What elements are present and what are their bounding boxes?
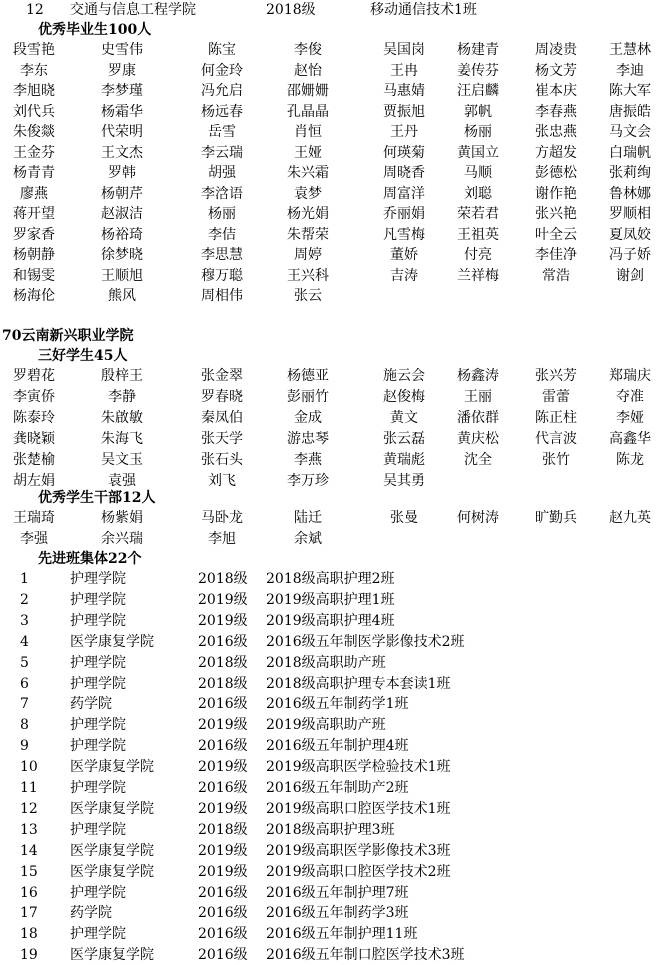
person-name: 朱帮荣 [287, 226, 329, 243]
class-school: 医学康复学院 [70, 759, 154, 776]
class-school: 护理学院 [70, 591, 126, 608]
name-row [0, 81, 657, 101]
class-school: 护理学院 [70, 926, 126, 943]
class-row [0, 924, 657, 944]
person-name: 余斌 [294, 530, 322, 547]
person-name: 吴文玉 [101, 452, 143, 468]
class-no: 14 [20, 842, 38, 859]
person-name: 朱海飞 [101, 431, 143, 447]
person-name: 冯子娇 [609, 247, 651, 263]
class-year: 2016级 [198, 884, 248, 901]
person-name: 周婷 [294, 247, 322, 263]
name-row [0, 122, 657, 142]
person-name: 李燕 [294, 452, 322, 468]
class-year: 2018级 [266, 2, 316, 18]
person-name: 张云 [294, 288, 322, 304]
person-name: 余兴瑞 [101, 530, 143, 547]
class-name: 移动通信技术1班 [370, 2, 477, 18]
person-name: 邵姗姗 [287, 83, 329, 99]
person-name: 赵怡 [294, 62, 322, 79]
class-no: 17 [20, 905, 38, 922]
school-heading [0, 326, 657, 346]
person-name: 周晓香 [383, 165, 425, 181]
class-no: 3 [20, 612, 29, 629]
person-name: 李梦瑾 [101, 83, 143, 99]
class-year: 2019级 [198, 800, 248, 817]
person-name: 刘聪 [464, 185, 492, 202]
person-name: 胡左娟 [13, 473, 55, 489]
person-name: 兰祥梅 [457, 267, 499, 284]
person-name: 张云磊 [383, 431, 425, 447]
class-row [0, 862, 657, 882]
class-row [0, 883, 657, 903]
class-section-header [0, 549, 657, 569]
person-name: 李云瑞 [201, 144, 243, 161]
name-row [0, 40, 657, 60]
person-name: 陈龙 [616, 452, 644, 468]
person-name: 龚晓颖 [13, 431, 55, 447]
class-school: 医学康复学院 [70, 842, 154, 859]
person-name: 殷梓王 [101, 368, 143, 384]
class-row [0, 569, 657, 589]
person-name: 罗韩 [108, 165, 136, 181]
person-name: 王冉 [390, 62, 418, 79]
class-school: 药学院 [70, 905, 112, 922]
person-name: 白瑞帆 [609, 144, 651, 161]
person-name: 王顺旭 [101, 267, 143, 284]
person-name: 李佶 [208, 226, 236, 243]
person-name: 陈宝 [208, 42, 236, 58]
person-name: 张竹 [542, 452, 570, 468]
class-name: 2018级高职护理专本套读1班 [266, 675, 451, 692]
person-name: 高鑫华 [609, 431, 651, 447]
school-title: 70云南新兴职业学院 [2, 328, 134, 344]
name-row [0, 61, 657, 81]
class-row [0, 590, 657, 610]
person-name: 何瑛菊 [383, 144, 425, 161]
person-name: 杨光娟 [287, 206, 329, 222]
class-name: 2019级高职口腔医学技术1班 [266, 800, 451, 817]
grad-header: 优秀毕业生100人 [38, 22, 152, 38]
person-name: 李静 [108, 389, 136, 405]
class-row [0, 694, 657, 714]
name-row [0, 204, 657, 224]
class-school: 医学康复学院 [70, 633, 154, 650]
person-name: 朱俊燚 [13, 124, 55, 140]
person-name: 熊风 [108, 288, 136, 304]
person-name: 黄文 [390, 410, 418, 426]
person-name: 孔晶晶 [287, 103, 329, 120]
person-name: 李东 [20, 62, 48, 79]
name-row [0, 143, 657, 163]
class-school: 药学院 [70, 696, 112, 713]
class-name: 2016级五年制助产2班 [266, 780, 409, 796]
class-school: 护理学院 [70, 571, 126, 587]
person-name: 施云会 [383, 368, 425, 384]
class-name: 2019级高职医学检验技术1班 [266, 759, 451, 776]
person-name: 李浛语 [201, 185, 243, 202]
name-row [0, 450, 657, 470]
name-row [0, 266, 657, 286]
person-name: 秦凤伯 [201, 410, 243, 426]
class-no: 11 [20, 780, 38, 796]
person-name: 董娇 [390, 247, 418, 263]
person-name: 袁强 [108, 473, 136, 489]
person-name: 岳雪 [208, 124, 236, 140]
person-name: 朱兴霜 [287, 165, 329, 181]
class-school: 医学康复学院 [70, 800, 154, 817]
class-year: 2016级 [198, 905, 248, 922]
class-row [0, 632, 657, 652]
name-row [0, 508, 657, 528]
person-name: 罗顺相 [609, 206, 651, 222]
class-no: 7 [20, 696, 29, 713]
person-name: 李春燕 [535, 103, 577, 120]
person-name: 彭德松 [535, 165, 577, 181]
person-name: 王祖英 [457, 226, 499, 243]
class-name: 2019级高职护理1班 [266, 591, 395, 608]
class-no: 8 [20, 717, 29, 734]
class-school: 医学康复学院 [70, 863, 154, 880]
person-name: 沈全 [464, 452, 492, 468]
class-school: 护理学院 [70, 738, 126, 755]
name-row [0, 408, 657, 428]
class-row [0, 736, 657, 756]
name-row [0, 163, 657, 183]
name-row [0, 286, 657, 306]
class-no: 18 [20, 926, 38, 943]
class-year: 2019级 [198, 612, 248, 629]
name-row [0, 184, 657, 204]
person-name: 游忠琴 [287, 431, 329, 447]
person-name: 常浩 [542, 267, 570, 284]
person-name: 张金翠 [201, 368, 243, 384]
person-name: 穆万聪 [201, 267, 243, 284]
class-row [0, 715, 657, 735]
class-year: 2019级 [198, 717, 248, 734]
cadre-section-header [0, 488, 657, 508]
person-name: 叶全云 [535, 226, 577, 243]
person-name: 张莉绚 [609, 165, 651, 181]
person-name: 乔丽娟 [383, 206, 425, 222]
name-row [0, 366, 657, 386]
person-name: 廖燕 [20, 185, 48, 202]
name-row [0, 225, 657, 245]
person-name: 杨裕琦 [101, 226, 143, 243]
class-no: 13 [20, 821, 38, 838]
person-name: 王金芬 [13, 144, 55, 161]
person-name: 杨远春 [201, 103, 243, 120]
class-row [0, 0, 657, 20]
class-year: 2019级 [198, 842, 248, 859]
class-row [0, 778, 657, 798]
person-name: 杨鑫涛 [457, 368, 499, 384]
person-name: 杨海伦 [13, 288, 55, 304]
name-row [0, 529, 657, 549]
person-name: 朱啟敏 [101, 410, 143, 426]
class-year: 2016级 [198, 926, 248, 943]
class-no: 10 [20, 759, 38, 776]
person-name: 雷蕾 [542, 389, 570, 405]
person-name: 马顺 [464, 165, 492, 181]
person-name: 王瑞琦 [13, 510, 55, 526]
person-name: 姜传芬 [457, 62, 499, 79]
person-name: 唐振皓 [609, 103, 651, 120]
person-name: 金成 [294, 410, 322, 426]
person-name: 代言波 [535, 431, 577, 447]
class-year: 2018级 [198, 571, 248, 587]
class-name: 2016级五年制药学1班 [266, 696, 409, 713]
person-name: 代荣明 [101, 124, 143, 140]
person-name: 彭丽竹 [287, 389, 329, 405]
person-name: 杨青青 [13, 165, 55, 181]
person-name: 黄国立 [457, 144, 499, 161]
class-name: 2018级高职护理3班 [266, 821, 395, 838]
person-name: 徐梦晓 [101, 247, 143, 263]
person-name: 陈正柱 [535, 410, 577, 426]
person-name: 旷勤兵 [535, 510, 577, 526]
class-row [0, 653, 657, 673]
person-name: 马惠婧 [383, 83, 425, 99]
class-row [0, 820, 657, 840]
person-name: 李俊 [294, 42, 322, 58]
class-school: 护理学院 [70, 675, 126, 692]
class-header: 先进班集体22个 [38, 551, 142, 567]
person-name: 张楚榆 [13, 452, 55, 468]
person-name: 夏凤姣 [609, 226, 651, 243]
class-school: 医学康复学院 [70, 947, 154, 964]
class-school: 护理学院 [70, 780, 126, 796]
person-name: 谢剑 [616, 267, 644, 284]
sanhao-header: 三好学生45人 [38, 348, 128, 364]
person-name: 段雪艳 [13, 42, 55, 58]
class-name: 2019级高职口腔医学技术2班 [266, 863, 451, 880]
person-name: 赵俊梅 [383, 389, 425, 405]
class-school: 护理学院 [70, 612, 126, 629]
class-row [0, 757, 657, 777]
person-name: 罗康 [108, 62, 136, 79]
person-name: 李万珍 [287, 473, 329, 489]
class-school: 护理学院 [70, 884, 126, 901]
person-name: 王丹 [390, 124, 418, 140]
class-row [0, 674, 657, 694]
person-name: 吴国岗 [383, 42, 425, 58]
class-year: 2016级 [198, 947, 248, 964]
person-name: 张曼 [390, 510, 418, 526]
class-no: 15 [20, 863, 38, 880]
person-name: 罗碧花 [13, 368, 55, 384]
class-no: 1 [20, 571, 29, 587]
class-no: 12 [20, 800, 38, 817]
class-name: 2019级高职护理4班 [266, 612, 395, 629]
person-name: 李迪 [616, 62, 644, 79]
class-row [0, 611, 657, 631]
person-name: 王娅 [294, 144, 322, 161]
person-name: 袁梦 [294, 185, 322, 202]
class-year: 2018级 [198, 675, 248, 692]
person-name: 杨德亚 [287, 368, 329, 384]
class-no: 9 [20, 738, 29, 755]
name-row [0, 429, 657, 449]
class-name: 2018级高职助产班 [266, 654, 386, 671]
person-name: 杨朝芹 [101, 185, 143, 202]
name-row [0, 387, 657, 407]
person-name: 杨霜华 [101, 103, 143, 120]
person-name: 吴其勇 [383, 473, 425, 489]
person-name: 王丽 [464, 389, 492, 405]
person-name: 周富洋 [383, 185, 425, 202]
class-name: 2016级五年制护理7班 [266, 884, 409, 901]
class-name: 2018级高职护理2班 [266, 571, 395, 587]
person-name: 李旭 [208, 530, 236, 547]
person-name: 郑瑞庆 [609, 368, 651, 384]
person-name: 夺准 [616, 389, 644, 405]
person-name: 张兴艳 [535, 206, 577, 222]
person-name: 王慧林 [609, 42, 651, 58]
person-name: 黄瑞彪 [383, 452, 425, 468]
person-name: 马卧龙 [201, 510, 243, 526]
person-name: 贾振旭 [383, 103, 425, 120]
person-name: 李娅 [616, 410, 644, 426]
person-name: 凡雪梅 [383, 226, 425, 243]
class-row [0, 841, 657, 861]
person-name: 崔本庆 [535, 83, 577, 99]
person-name: 谢作艳 [535, 185, 577, 202]
person-name: 刘代兵 [13, 103, 55, 120]
class-no: 4 [20, 633, 29, 650]
person-name: 王文杰 [101, 144, 143, 161]
class-year: 2016级 [198, 633, 248, 650]
person-name: 赵淑洁 [101, 206, 143, 222]
name-row [0, 245, 657, 265]
person-name: 黄庆松 [457, 431, 499, 447]
person-name: 张天学 [201, 431, 243, 447]
class-no: 5 [20, 654, 29, 671]
cadre-header: 优秀学生干部12人 [38, 490, 156, 506]
class-school: 护理学院 [70, 654, 126, 671]
class-name: 2016级五年制护理4班 [266, 738, 409, 755]
person-name: 杨丽 [464, 124, 492, 140]
person-name: 张兴芳 [535, 368, 577, 384]
person-name: 李佳净 [535, 247, 577, 263]
class-year: 2019级 [198, 863, 248, 880]
person-name: 方超发 [535, 144, 577, 161]
person-name: 吉涛 [390, 267, 418, 284]
person-name: 陈泰玲 [13, 410, 55, 426]
class-row [0, 945, 657, 965]
class-no: 16 [20, 884, 38, 901]
person-name: 周凌贵 [535, 42, 577, 58]
person-name: 荣若君 [457, 206, 499, 222]
class-school: 交通与信息工程学院 [70, 2, 196, 18]
person-name: 汪启麟 [457, 83, 499, 99]
class-school: 护理学院 [70, 821, 126, 838]
class-name: 2016级五年制医学影像技术2班 [266, 633, 465, 650]
person-name: 李强 [20, 530, 48, 547]
grad-section-header [0, 20, 657, 40]
class-year: 2016级 [198, 696, 248, 713]
person-name: 郭帆 [464, 103, 492, 120]
person-name: 鲁林娜 [609, 185, 651, 202]
person-name: 杨朝静 [13, 247, 55, 263]
person-name: 何金玲 [201, 62, 243, 79]
person-name: 赵九英 [609, 510, 651, 526]
class-no: 2 [20, 591, 29, 608]
person-name: 周相伟 [201, 288, 243, 304]
class-no: 12 [26, 2, 44, 18]
person-name: 杨丽 [208, 206, 236, 222]
person-name: 李寅侨 [13, 389, 55, 405]
class-year: 2018级 [198, 821, 248, 838]
person-name: 陆迁 [294, 510, 322, 526]
person-name: 张忠燕 [535, 124, 577, 140]
person-name: 王兴科 [287, 267, 329, 284]
person-name: 胡强 [208, 165, 236, 181]
class-name: 2016级五年制护理11班 [266, 926, 418, 943]
person-name: 杨文芳 [535, 62, 577, 79]
class-year: 2018级 [198, 654, 248, 671]
person-name: 杨建青 [457, 42, 499, 58]
person-name: 肖恒 [294, 124, 322, 140]
class-row [0, 903, 657, 923]
class-name: 2019级高职助产班 [266, 717, 386, 734]
person-name: 李思慧 [201, 247, 243, 263]
person-name: 和锡雯 [13, 267, 55, 284]
sanhao-section-header [0, 346, 657, 366]
person-name: 史雪伟 [101, 42, 143, 58]
class-year: 2019级 [198, 591, 248, 608]
class-name: 2019级高职医学影像技术3班 [266, 842, 451, 859]
class-name: 2016级五年制口腔医学技术3班 [266, 947, 465, 964]
person-name: 蒋开望 [13, 206, 55, 222]
person-name: 刘飞 [208, 473, 236, 489]
person-name: 何树涛 [457, 510, 499, 526]
class-no: 19 [20, 947, 38, 964]
class-year: 2019级 [198, 759, 248, 776]
person-name: 罗春晓 [201, 389, 243, 405]
person-name: 陈大军 [609, 83, 651, 99]
class-no: 6 [20, 675, 29, 692]
person-name: 潘依群 [457, 410, 499, 426]
person-name: 冯允启 [201, 83, 243, 99]
class-name: 2016级五年制药学3班 [266, 905, 409, 922]
class-year: 2016级 [198, 780, 248, 796]
person-name: 罗家香 [13, 226, 55, 243]
person-name: 马文会 [609, 124, 651, 140]
person-name: 杨紫娟 [101, 510, 143, 526]
name-row [0, 102, 657, 122]
class-row [0, 799, 657, 819]
class-school: 护理学院 [70, 717, 126, 734]
person-name: 李旭晓 [13, 83, 55, 99]
class-year: 2016级 [198, 738, 248, 755]
person-name: 付亮 [464, 247, 492, 263]
person-name: 张石头 [201, 452, 243, 468]
